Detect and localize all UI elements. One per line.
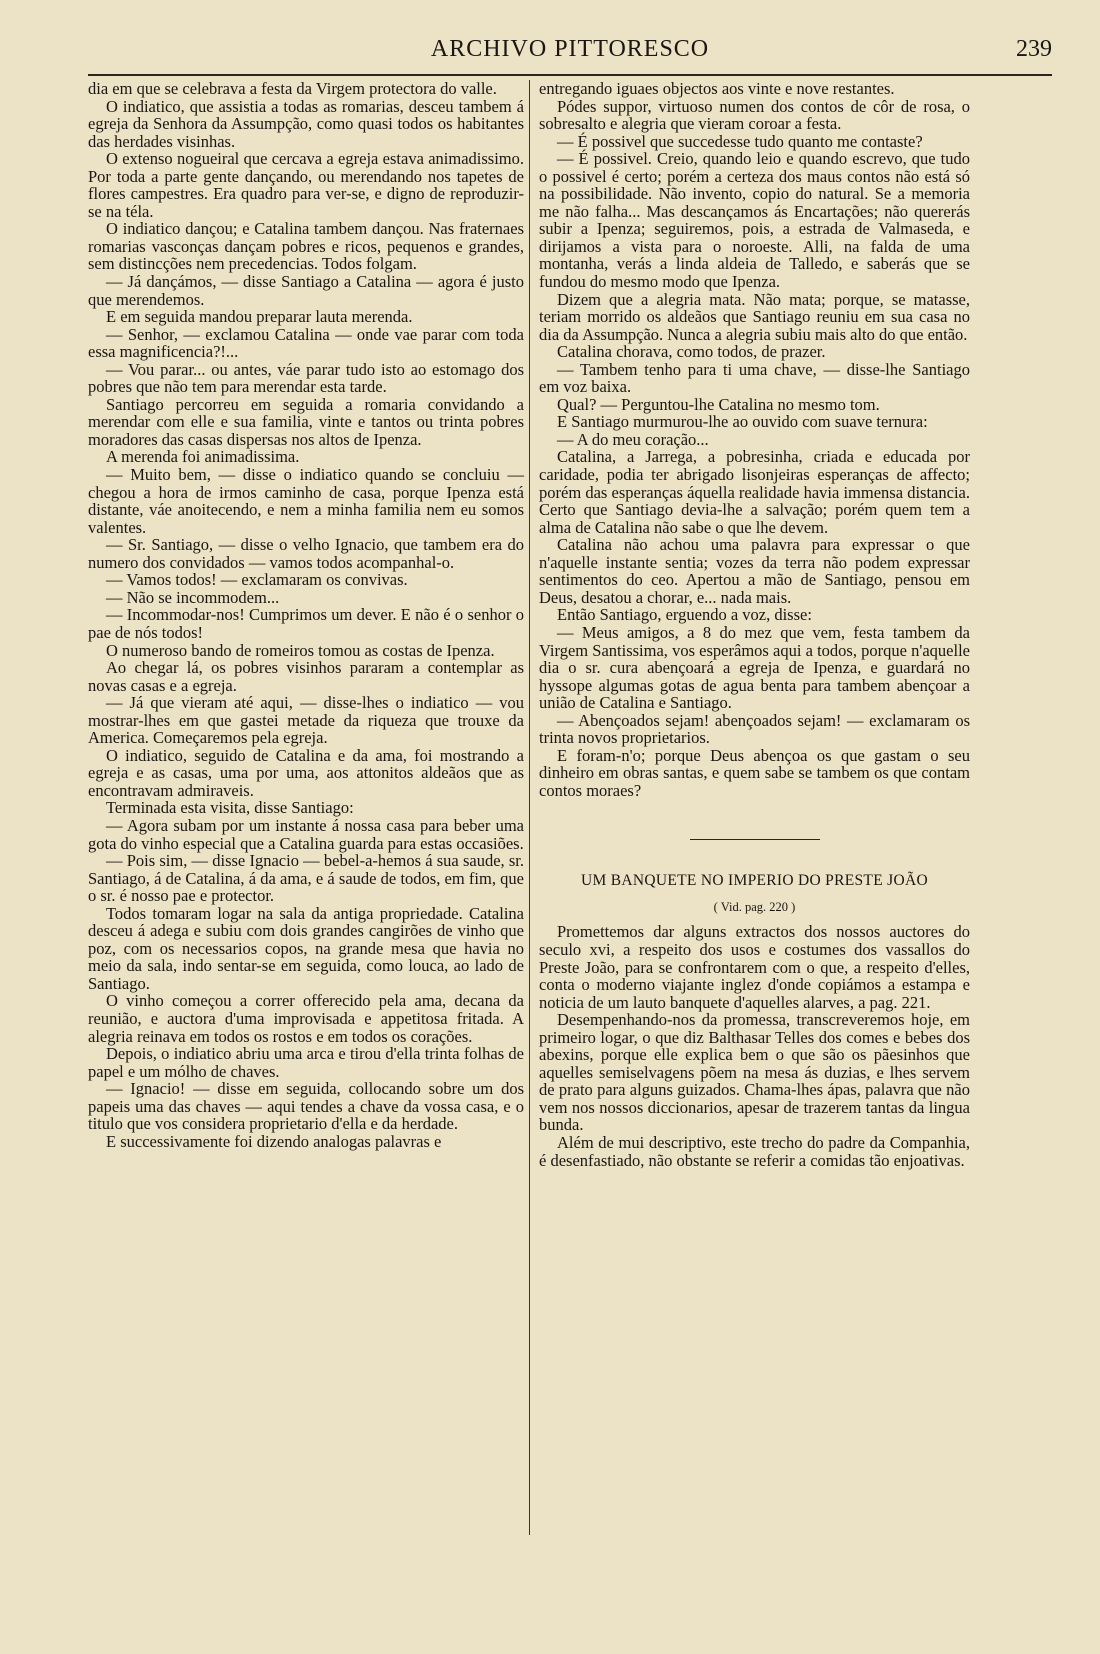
page-header bbox=[88, 34, 1052, 70]
paragraph: — Senhor, — exclamou Catalina — onde vae parar com toda essa magnificencia?!... bbox=[88, 324, 524, 362]
paragraph: — Sr. Santiago, — disse o velho Ignacio, que tambem era do numero dos convidados — vamos todos acompanhal-o. bbox=[88, 535, 524, 572]
paragraph: E Santiago murmurou-lhe ao ouvido com suave ternura: bbox=[557, 412, 928, 432]
paragraph: Então Santiago, erguendo a voz, disse: bbox=[557, 605, 812, 625]
paragraph: A merenda foi animadissima. bbox=[106, 447, 300, 467]
paragraph: — Já que vieram até aqui, — disse-lhes o indiatico — vou mostrar-lhes em que gastei metade da riqueza que trouxe da America. Começaremos pela egreja. bbox=[88, 693, 524, 748]
paragraph: O indiatico, seguido de Catalina e da ama, foi mostrando a egreja e as casas, uma por uma, aos attonitos aldeãos que as encontravam admiraveis. bbox=[88, 745, 524, 800]
paragraph: — É possivel que succedesse tudo quanto me contaste? bbox=[557, 131, 923, 151]
paragraph: — Incommodar-nos! Cumprimos um dever. E não é o senhor o pae de nós todos! bbox=[88, 605, 524, 642]
paragraph: — Vamos todos! — exclamaram os convivas. bbox=[106, 570, 408, 590]
paragraph: — Agora subam por um instante á nossa casa para beber uma gota do vinho especial que a Catalina guarda para estas occasiões. bbox=[88, 815, 524, 853]
paragraph: E em seguida mandou preparar lauta merenda. bbox=[106, 307, 413, 327]
paragraph: — Não se incommodem... bbox=[106, 587, 280, 607]
paragraph: O indiatico dançou; e Catalina tambem dançou. Nas fraternaes romarias vasconças dançam pobres e ricos, pequenos e grandes, sem distincções nem precedencias. Todos folgam. bbox=[88, 219, 524, 274]
page-title: ARCHIVO PITTORESCO bbox=[430, 36, 710, 62]
paragraph: — Pois sim, — disse Ignacio — bebel-a-hemos á sua saude, sr. Santiago, á de Catalina, á da ama, e á saude de todos, em fim, que o sr. é nosso pae e protector. bbox=[88, 851, 524, 906]
paragraph: — Ignacio! — disse em seguida, collocando sobre um dos papeis uma das chaves — aqui tendes a chave da vossa casa, e o titulo que vos considera proprietario d'ella e da herdade. bbox=[88, 1079, 524, 1134]
paragraph: entregando iguaes objectos aos vinte e nove restantes. bbox=[539, 79, 895, 98]
right-column-body bbox=[539, 80, 970, 799]
paragraph: — É possivel. Creio, quando leio e quando escrevo, que tudo o possivel é certo; porém a certeza dos maus contos não está só na possibilidade. Não invento, copio do natural. Se a memoria me não falha... Mas descançamos ás Encartações; não quererás subir a Ipenza; seguiremos, pois, a estrada de Valmaseda, e dirijamos a vista para o noroeste. Alli, na falda de uma montanha, verás a linda aldeia de Talledo, e saberás que se fundou do mesmo modo que Ipenza. bbox=[539, 149, 970, 292]
paragraph: — A do meu coração... bbox=[557, 429, 709, 449]
paragraph: — Já dançámos, — disse Santiago a Catalina — agora é justo que merendemos. bbox=[88, 272, 524, 309]
paragraph: Promettemos dar alguns extractos dos nossos auctores do seculo xvi, a respeito dos usos e costumes dos vassallos do Preste João, para se confrontarem com o que, a respeito d'elles, conta o moderno viajante inglez d'onde copiámos a estampa e noticia de um lauto banquete d'aquelles alarves, a pag. 221. bbox=[539, 922, 970, 1012]
paragraph: Ao chegar lá, os pobres visinhos pararam a contemplar as novas casas e a egreja. bbox=[88, 658, 524, 695]
paragraph: Pódes suppor, virtuoso numen dos contos de côr de rosa, o sobresalto e alegria que vieram coroar a festa. bbox=[539, 96, 970, 134]
paragraph: Catalina chorava, como todos, de prazer. bbox=[557, 342, 826, 362]
paragraph: O extenso nogueiral que cercava a egreja estava animadissimo. Por toda a parte gente dançando, ou merendando nos tapetes de flores campestres. Era quadro para ver-se, e digno de reproduzir-se na téla. bbox=[88, 149, 524, 221]
paragraph: dia em que se celebrava a festa da Virgem protectora do valle. bbox=[88, 79, 497, 98]
article-title: UM BANQUETE NO IMPERIO DO PRESTE JOÃO bbox=[581, 872, 928, 890]
paragraph: Santiago percorreu em seguida a romaria convidando a merendar com elle e sua familia, vinte e tantos ou trinta pobres moradores das casas dispersas nos altos de Ipenza. bbox=[88, 394, 524, 449]
paragraph: Catalina, a Jarrega, a pobresinha, criada e educada por caridade, podia ter abrigado lisonjeiras esperanças de affecto; porém das esperanças áquella realidade havia immensa distancia. Certo que Santiago devia-lhe a salvação; porém quem tem a alma de Catalina não sabe o que lhe devem. bbox=[539, 447, 970, 537]
paragraph: — Vou parar... ou antes, váe parar tudo isto ao estomago dos pobres que não tem para merendar esta tarde. bbox=[88, 359, 524, 397]
paragraph: — Tambem tenho para ti uma chave, — disse-lhe Santiago em voz baixa. bbox=[539, 359, 970, 397]
paragraph: — Muito bem, — disse o indiatico quando se concluiu — chegou a hora de irmos caminho de casa, porque Ipenza está distante, váe anoitecendo, e nem a minha familia nem eu somos valentes. bbox=[88, 465, 524, 537]
paragraph: Depois, o indiatico abriu uma arca e tirou d'ella trinta folhas de papel e um mólho de chaves. bbox=[88, 1044, 524, 1081]
paragraph: Todos tomaram logar na sala da antiga propriedade. Catalina desceu á adega e subiu com dois grandes cangirões de vinho que poz, com os necessarios copos, na grande mesa que havia no meio da sala, indo sentar-se em seguida, como louca, ao lado de Santiago. bbox=[88, 903, 524, 993]
column-divider bbox=[529, 80, 530, 1535]
header-rule bbox=[88, 74, 1052, 76]
page-number: 239 bbox=[1016, 36, 1052, 62]
paragraph: Desempenhando-nos da promessa, transcreveremos hoje, em primeiro logar, o que diz Balthasar Telles dos comes e bebes dos abexins, porque elle explica bem o que são os pãesinhos que aquelles semiselvagens põem na mesa ás duzias, e lhes servem de prato para alguns guizados. Chama-lhes ápas, palavra que não vem nos nossos diccionarios, apesar de trazerem tantas da lingua bunda. bbox=[539, 1010, 970, 1135]
paragraph: O indiatico, que assistia a todas as romarias, desceu tambem á egreja da Senhora da Assumpção, como quasi todos os habitantes das herdades visinhas. bbox=[88, 96, 524, 151]
right-column bbox=[539, 80, 970, 1169]
paragraph: O vinho começou a correr offerecido pela ama, decana da reunião, e auctora d'uma improvisada e appetitosa fritada. A alegria reinava em todos os rostos e em todos os corações. bbox=[88, 991, 524, 1046]
paragraph: E foram-n'o; porque Deus abençoa os que gastam o seu dinheiro em obras santas, e quem sabe se tambem os que contam contos moraes? bbox=[539, 745, 970, 800]
paragraph: Além de mui descriptivo, este trecho do padre da Companhia, é desenfastiado, não obstante se referir a comidas tão enjoativas. bbox=[539, 1132, 970, 1170]
paragraph: Qual? — Perguntou-lhe Catalina no mesmo tom. bbox=[557, 394, 880, 414]
article-body bbox=[539, 923, 970, 1169]
article-reference: ( Vid. pag. 220 ) bbox=[713, 900, 796, 915]
paragraph: O numeroso bando de romeiros tomou as costas de Ipenza. bbox=[106, 640, 495, 660]
left-column bbox=[88, 80, 524, 1150]
paragraph: Catalina não achou uma palavra para expressar o que n'aquelle instante sentia; vozes da terra não podem expressar sentimentos do ceo. Apertou a mão de Santiago, pensou em Deus, desatou a chorar, e... nada mais. bbox=[539, 535, 970, 607]
paragraph: Dizem que a alegria mata. Não mata; porque, se matasse, teriam morrido os aldeãos que Santiago reuniu em sua casa no dia da Assumpção. Nunca a alegria subiu mais alto do que então. bbox=[539, 289, 970, 344]
paragraph: — Abençoados sejam! abençoados sejam! — exclamaram os trinta novos proprietarios. bbox=[539, 710, 970, 748]
paragraph: E successivamente foi dizendo analogas palavras e bbox=[106, 1131, 442, 1151]
paragraph: — Meus amigos, a 8 do mez que vem, festa tambem da Virgem Santissima, vos esperâmos aqui a todos, porque n'aquelle dia o sr. cura abençoará a egreja de Ipenza, e guardará no hyssope algumas gotas de agua benta para tambem abençoar a união de Catalina e Santiago. bbox=[539, 622, 970, 713]
paragraph: Terminada esta visita, disse Santiago: bbox=[106, 798, 354, 818]
section-divider bbox=[690, 839, 820, 840]
